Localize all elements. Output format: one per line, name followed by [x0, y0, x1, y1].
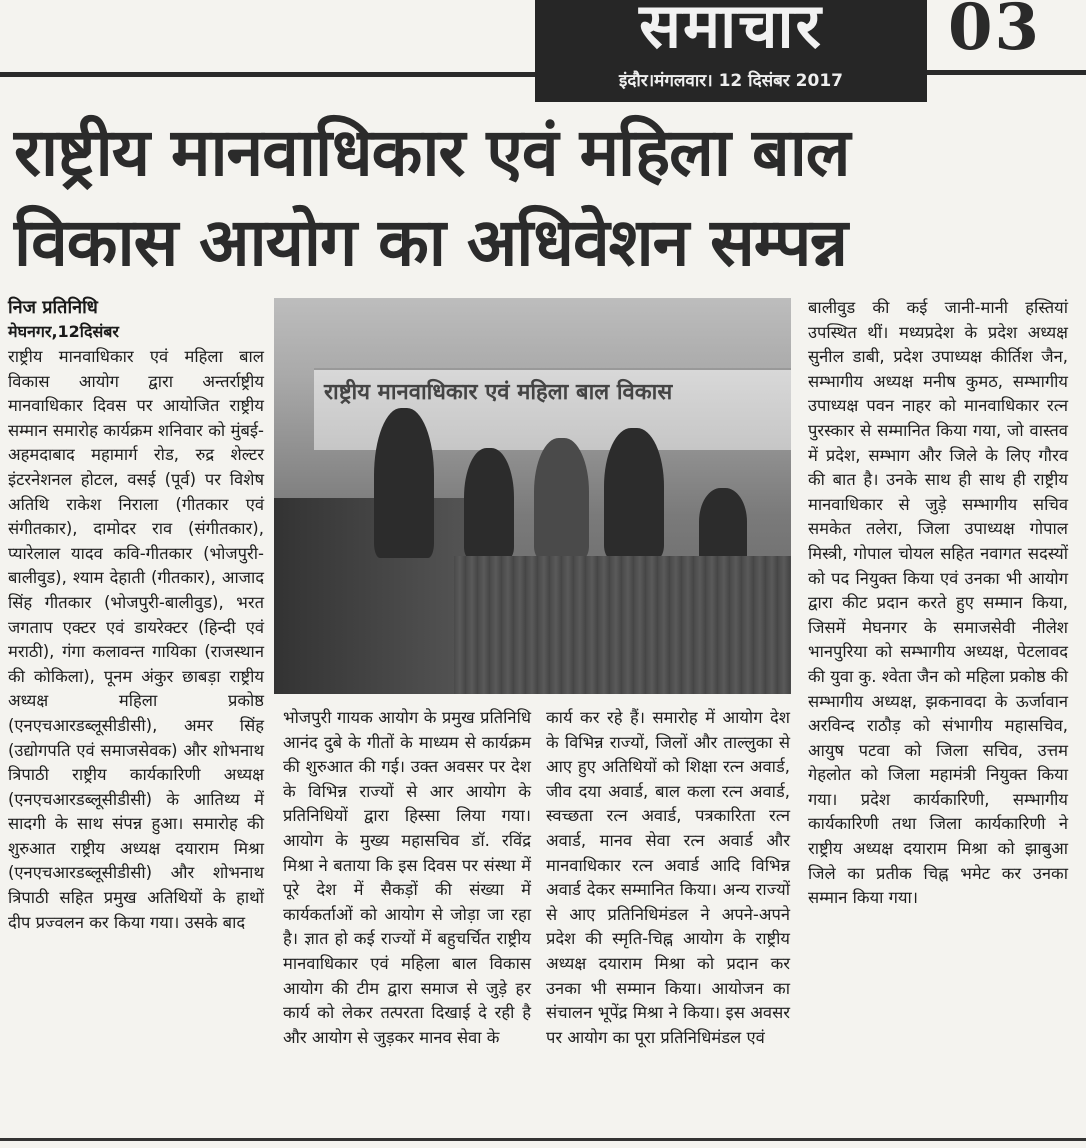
article-column-4	[808, 296, 1068, 911]
article-text-col2: भोजपुरी गायक आयोग के प्रमुख प्रतिनिधि आनंद दुबे के गीतों के माध्यम से कार्यक्रम की शुरुआत की गई। उक्त अवसर पर देश के विभिन्न राज्यों से आर आयोग के प्रतिनिधियों द्वारा हिस्सा लिया गया। आयोग के मुख्य महासचिव डॉ. रविंद्र मिश्रा ने बताया कि इस दिवस पर संस्था में पूरे देश में सैकड़ों की संख्या में कार्यकर्ताओं को आयोग से जोड़ा जा रहा है। ज्ञात हो कई राज्यों में बहुचर्चित राष्ट्रीय मानवाधिकार एवं महिला बाल विकास आयोग की टीम द्वारा समाज से जुड़े हर कार्य को लेकर तत्परता दिखाई दे रही है और आयोग से जुड़कर मानव सेवा के	[283, 708, 531, 1047]
reporter-byline: निज प्रतिनिधि	[8, 297, 98, 318]
headline	[14, 108, 1078, 288]
top-rule-left	[0, 72, 535, 77]
photo-banner-text: राष्ट्रीय मानवाधिकार एवं महिला बाल विकास	[324, 380, 673, 405]
footer-rule	[0, 1138, 1086, 1141]
dateline: मेघनगर,12दिसंबर	[8, 322, 119, 341]
article-text-col1: राष्ट्रीय मानवाधिकार एवं महिला बाल विकास आयोग द्वारा अन्तर्राष्ट्रीय मानवाधिकार दिवस पर आयोजित राष्ट्रीय सम्मान समारोह कार्यक्रम शनिवार को मुंबई-अहमदाबाद महामार्ग रोड, रुद्र शेल्टर इंटरनेशनल होटल, वसई (पूर्व) पर विशेष अतिथि राकेश निराला (गीतकार एवं संगीतकार), दामोदर राव (संगीतकार), प्यारेलाल यादव कवि-गीतकार (भोजपुरी-बालीवुड), श्याम देहाती (गीतकार), आजाद सिंह गीतकार (भोजपुरी-बालीवुड), भरत जगताप एक्टर एवं डायरेक्टर (हिन्दी एवं मराठी), गंगा कलावन्त गायिका (राजस्थान की कोकिला), पूनम अंकुर छाबड़ा राष्ट्रीय अध्यक्ष महिला प्रकोष्ठ (एनएचआरडब्लूसीडीसी), अमर सिंह (उद्योगपति एवं समाजसेवक) और शोभनाथ त्रिपाठी राष्ट्रीय कार्यकारिणी अध्यक्ष (एनएचआरडब्लूसीडीसी) के आतिथ्य में सादगी के साथ संपन्न हुआ। समारोह की शुरुआत राष्ट्रीय अध्यक्ष दयाराम मिश्रा (एनएचआरडब्लूसीडीसी) और शोभनाथ त्रिपाठी सहित प्रमुख अतिथियों के हाथों दीप प्रज्वलन कर किया गया। उसके बाद	[8, 347, 264, 932]
photo-person	[699, 488, 747, 563]
headline-line-1: राष्ट्रीय मानवाधिकार एवं महिला बाल	[14, 114, 850, 191]
masthead-date: इंदौर।मंगलवार। 12 दिसंबर 2017	[619, 71, 843, 91]
article-column-3	[546, 706, 790, 1050]
article-column-2	[283, 706, 531, 1050]
masthead	[535, 0, 927, 102]
headline-line-2: विकास आयोग का अधिवेशन सम्पन्न	[14, 204, 847, 281]
photo-table	[454, 556, 791, 694]
photo-person	[464, 448, 514, 558]
photo-person	[534, 438, 589, 558]
photo-person	[374, 408, 434, 558]
masthead-title: समाचार	[639, 0, 823, 62]
photo-person	[604, 428, 664, 558]
news-photo	[274, 298, 791, 694]
page-number: 03	[948, 0, 1042, 65]
article-text-col3: कार्य कर रहे हैं। समारोह में आयोग देश के विभिन्न राज्यों, जिलों और ताल्लुका से आए हुए अतिथियों को शिक्षा रत्न अवार्ड, जीव दया अवार्ड, बाल कला रत्न अवार्ड, स्वच्छता रत्न अवार्ड, पत्रकारिता रत्न अवार्ड, मानव सेवा रत्न अवार्ड और मानवाधिकार रत्न अवार्ड आदि विभिन्न अवार्ड देकर सम्मानित किया। अन्य राज्यों से आए प्रतिनिधिमंडल ने अपने-अपने प्रदेश की स्मृति-चिह्न आयोग के राष्ट्रीय अध्यक्ष दयाराम मिश्रा को प्रदान कर उनका भी सम्मान किया। आयोजन का संचालन भूपेंद्र मिश्रा ने किया। इस अवसर पर आयोग का पूरा प्रतिनिधिमंडल एवं	[546, 708, 790, 1047]
article-text-col4: बालीवुड की कई जानी-मानी हस्तियां उपस्थित थीं। मध्यप्रदेश के प्रदेश अध्यक्ष सुनील डाबी, प्रदेश उपाध्यक्ष कीर्तिश जैन, सम्भागीय अध्यक्ष मनीष कुमठ, सम्भागीय उपाध्यक्ष पवन नाहर को मानवाधिकार रत्न पुरस्कार से सम्मानित किया गया, जो वास्तव में प्रदेश, सम्भाग और जिले के लिए गौरव की बात है। उनके साथ ही साथ ही राष्ट्रीय मानवाधिकार से जुड़े सम्भागीय सचिव समकेत तलेरा, जिला उपाध्यक्ष गोपाल मिस्त्री, गोपाल चोयल सहित नवागत सदस्यों को पद नियुक्त किया एवं उनका भी आयोग द्वारा कीट प्रदान करते हुए सम्मान किया, जिसमें मेघनगर के समाजसेवी नीलेश भानपुरिया को सम्भागीय अध्यक्ष, पेटलावद की युवा कु. श्वेता जैन को महिला प्रकोष्ठ की सम्भागीय अध्यक्ष, झकनावदा के ऊर्जावान अरविन्द राठौड़ को संभागीय महासचिव, आयुष पटवा को जिला सचिव, उत्तम गेहलोत को जिला महामंत्री नियुक्त किया गया। प्रदेश कार्यकारिणी, सम्भागीय कार्यकारिणी तथा जिला कार्यकारिणी ने राष्ट्रीय अध्यक्ष दयाराम मिश्रा को झाबुआ जिले का प्रतीक चिह्न भमेट कर उनका सम्मान किया गया।	[808, 298, 1068, 908]
top-rule-right	[927, 70, 1086, 75]
article-column-1	[8, 345, 264, 935]
